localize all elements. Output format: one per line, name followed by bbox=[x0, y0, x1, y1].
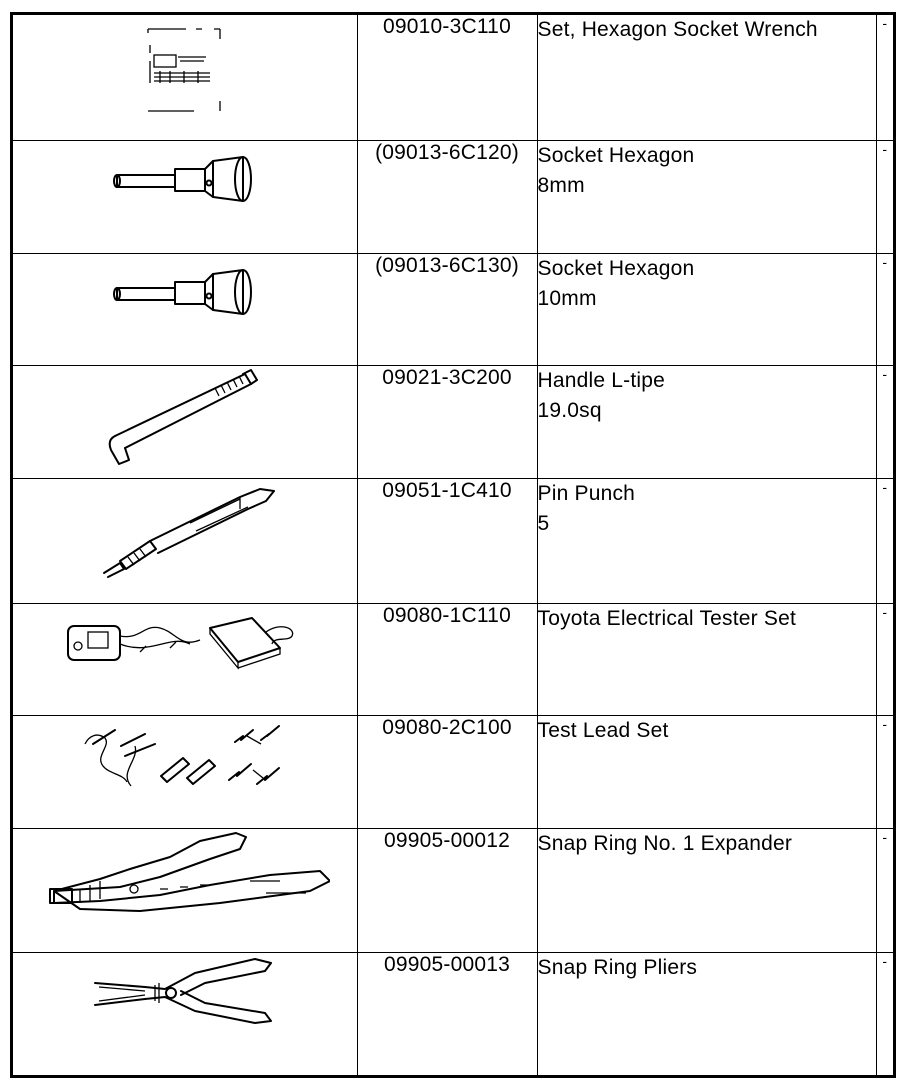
tool-name-line: Socket Hexagon bbox=[537, 143, 695, 167]
l-handle-icon bbox=[95, 366, 275, 466]
tool-name bbox=[537, 365, 876, 478]
part-number: 09080-1C110 bbox=[357, 603, 537, 715]
hex-socket-icon bbox=[105, 141, 265, 211]
row-mark: - bbox=[876, 603, 893, 715]
tool-name bbox=[537, 478, 876, 603]
part-number: 09021-3C200 bbox=[357, 365, 537, 478]
table-row bbox=[13, 828, 893, 952]
tool-name-line: Pin Punch bbox=[537, 481, 636, 505]
table-row bbox=[13, 478, 893, 603]
tool-name-line: Handle L-tipe bbox=[537, 368, 666, 392]
part-number: 09080-2C100 bbox=[357, 715, 537, 828]
hex-socket-icon bbox=[105, 254, 265, 324]
tool-size-line: 8mm bbox=[537, 173, 585, 197]
tool-name bbox=[537, 828, 876, 952]
tool-illustration-cell bbox=[13, 15, 357, 140]
tool-name-line: Toyota Electrical Tester Set bbox=[537, 606, 796, 630]
part-number: (09013-6C120) bbox=[357, 140, 537, 253]
row-mark: - bbox=[876, 140, 893, 253]
tool-illustration-cell bbox=[13, 478, 357, 603]
tool-name-line: Set, Hexagon Socket Wrench bbox=[537, 18, 818, 41]
tool-name bbox=[537, 140, 876, 253]
electrical-tester-icon bbox=[60, 604, 310, 674]
table-row bbox=[13, 140, 893, 253]
table-row bbox=[13, 603, 893, 715]
table-row bbox=[13, 715, 893, 828]
table-row bbox=[13, 15, 893, 140]
row-mark: - bbox=[876, 715, 893, 828]
row-mark: - bbox=[876, 478, 893, 603]
test-leads-icon bbox=[75, 716, 295, 796]
row-mark: - bbox=[876, 828, 893, 952]
row-mark: - bbox=[876, 15, 893, 140]
tool-name bbox=[537, 715, 876, 828]
part-number: 09010-3C110 bbox=[357, 15, 537, 140]
tool-size-line: 19.0sq bbox=[537, 398, 602, 422]
tool-name-line: Snap Ring No. 1 Expander bbox=[537, 831, 793, 855]
tool-illustration-cell bbox=[13, 140, 357, 253]
tool-name-line: Snap Ring Pliers bbox=[537, 955, 698, 979]
special-tools-sheet bbox=[10, 12, 896, 1078]
special-tools-table bbox=[13, 15, 893, 1076]
tool-name bbox=[537, 253, 876, 365]
part-number: 09051-1C410 bbox=[357, 478, 537, 603]
pin-punch-icon bbox=[90, 479, 280, 579]
tool-illustration-cell bbox=[13, 828, 357, 952]
part-number: 09905-00012 bbox=[357, 828, 537, 952]
tool-illustration-cell bbox=[13, 253, 357, 365]
tool-illustration-cell bbox=[13, 952, 357, 1076]
row-mark: - bbox=[876, 365, 893, 478]
tool-illustration-cell bbox=[13, 365, 357, 478]
tool-size-line: 10mm bbox=[537, 286, 597, 310]
row-mark: - bbox=[876, 253, 893, 365]
tool-name-line: Test Lead Set bbox=[537, 718, 669, 742]
tool-name bbox=[537, 603, 876, 715]
table-row bbox=[13, 365, 893, 478]
tool-illustration-cell bbox=[13, 603, 357, 715]
snap-ring-pliers-icon bbox=[85, 953, 285, 1033]
table-row bbox=[13, 253, 893, 365]
row-mark: - bbox=[876, 952, 893, 1076]
tool-name-line: Socket Hexagon bbox=[537, 256, 695, 280]
tool-name bbox=[537, 15, 876, 140]
snap-ring-expander-icon bbox=[40, 829, 330, 919]
tool-size-line: 5 bbox=[537, 511, 550, 535]
part-number: 09905-00013 bbox=[357, 952, 537, 1076]
tool-illustration-cell bbox=[13, 715, 357, 828]
part-number: (09013-6C130) bbox=[357, 253, 537, 365]
socket-wrench-set-box-icon bbox=[140, 15, 230, 115]
tool-name bbox=[537, 952, 876, 1076]
table-row bbox=[13, 952, 893, 1076]
